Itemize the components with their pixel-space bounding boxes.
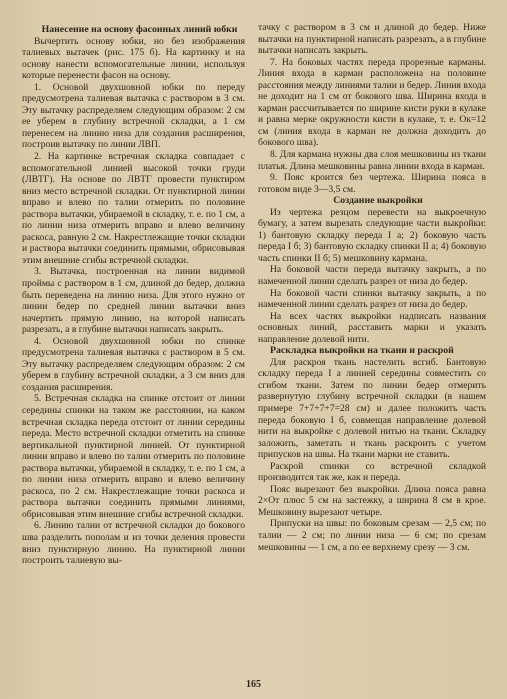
paragraph: 2. На картинке встречная складка совпадает с вспомогательной линией высокой точки груди (ЛВТГ). На основе по ЛВТГ провести пунктиром вниз место встречной складки. От пунктирной линии вправо и влево по талии отмерить по половине раствора вытачки, убираемой в складку, т. е. по 1 см, а по линии низа отмерить вправо и влево величину раскоса, равную 2 см. Накрестлежащие точки складки и раствора вытачки соединить прямыми, обрисовывая этим внешние сгибы встречной складки. bbox=[22, 150, 245, 266]
paragraph: На боковой части переда вытачку закрыть, а по намеченной линии сделать разрез от низа до бедер. bbox=[258, 264, 486, 287]
paragraph: 9. Пояс кроится без чертежа. Ширина пояса в готовом виде 3—3,5 см. bbox=[258, 172, 486, 195]
paragraph: На боковой части спинки вытачку закрыть, а по намеченной линии сделать разрез от низа до бедер. bbox=[258, 287, 486, 311]
paragraph: 4. Основой двухшовной юбки по спинке предусмотрена талиевая вытачка с раствором в 5 см. Эту вытачку распределяем следующим образом: 2 см уберем в глубину встречной складки, а 3 см вниз для создания расширения. bbox=[22, 335, 245, 393]
page-number: 165 bbox=[246, 679, 261, 690]
paragraph: Раскрой спинки со встречной складкой производится так же, как и переда. bbox=[258, 460, 486, 484]
paragraph: 6. Линию талии от встречной складки до бокового шва разделить пополам и из точки деления провести вниз пунктирную линию. На пунктирной линии построить талиевую вы- bbox=[22, 520, 245, 567]
section-heading-layout: Раскладка выкройки на ткани и раскрой bbox=[270, 345, 454, 357]
paragraph: Припуски на швы: по боковым срезам — 2,5 см; по талии — 2 см; по линии низа — 6 см; по срезам мешковины — 1 см, а по ее верхнему срезу — 3 см. bbox=[258, 518, 486, 553]
paragraph: 1. Основой двухшовной юбки по переду предусмотрена талиевая вытачка с раствором в 3 см. Эту вытачку распределяем следующим образом: 2 см ее уберем в глубину встречной складки, а 1 см перенесем на линию низа для создания расширения, построив вытачку по линии ЛВП. bbox=[22, 81, 245, 151]
paragraph: 8. Для кармана нужны два слоя мешковины из ткани платья. Длина мешковины равна линии входа в карман. bbox=[258, 149, 486, 172]
paragraph: 5. Встречная складка на спинке отстоит от линии середины спинки на таком же расстоянии, на каком встречная складка переда отстоит от линии середины переда. Место встречной складки отметить на спинке вертикальной пунктирной линией. От пунктирной линии вправо и влево по талии отмерить по половине раствора вытачки, убираемой в складку, т. е. по 1 см, а по линии низа отмерить вправо и влево величину раскоса, по 2 см. Накрестлежащие точки раскоса и раствора вытачки соединить прямыми линиями, обрисовывая этим внешние сгибы встречной складки. bbox=[22, 393, 245, 520]
paragraph: 7. На боковых частях переда прорезные карманы. Линия входа в карман расположена на половине расстояния между линиями талии и бедер. Линия входа не доходит на 1 см от бокового шва. Ширина входа в карман рассчитывается по ширине кисти руки в кулаке и равна мерке окружности кисти в кулаке, т. е. Ок=12 см (линия входа в карман не должна доходить до бокового шва). bbox=[258, 56, 486, 149]
paragraph: Из чертежа резцом перевести на выкроечную бумагу, а затем вырезать следующие части выкройки: 1) бантовую складку переда I а; 2) боковую часть переда I б; 3) бантовую складку спинки II а; 4) боковую часть спинки II б; 5) мешковину кармана. bbox=[258, 206, 486, 264]
paragraph: Пояс вырезают без выкройки. Длина пояса равна 2×От плюс 5 см на застежку, а ширина 8 см в крое. Мешковину вырезают четыре. bbox=[258, 483, 486, 518]
section-heading-fashion-lines: Нанесение на основу фасонных линий юбки bbox=[41, 24, 238, 35]
paragraph-continued: тачку с раствором в 3 см и длиной до бедер. Ниже вытачки на пунктирной написать разрезать, а в глубине вытачки написать закрыть. bbox=[258, 22, 486, 57]
paragraph: На всех частях выкройки надписать названия основных линий, расставить марки и указать направление долевой нити. bbox=[258, 310, 486, 345]
section-heading-pattern: Создание выкройки bbox=[333, 195, 423, 207]
paragraph: Вычертить основу юбки, но без изображения талиевых вытачек (рис. 175 б). На картинку и на основу нанести вспомогательные линии, используя которые перенести фасон на основу. bbox=[22, 35, 245, 82]
right-column bbox=[258, 22, 486, 553]
paragraph: 3. Вытачка, построенная на линии видимой проймы с раствором в 1 см, длиной до бедер, должна быть переведена на линию низа. Для этого нужно от линии бедер по средней линии вытачки вниз начертить прямую линию, на которой написать разрезать, а в глубине вытачки написать закрыть. bbox=[22, 266, 245, 336]
left-column bbox=[22, 24, 245, 567]
paragraph: Для раскроя ткань настелить всгиб. Бантовую складку переда I а линией середины совместить со сгибом ткани. Затем по линии бедер отмерить развернутую глубину встречной складки (в нашем примере 7+7+7+7=28 см) и далее положить часть переда боковую I б, совмещая направление долевой нити на выкройке с долевой нитью на ткани. Складку заложить, заметать и ткань раскроить с учетом припусков на швы. На ткани марки не ставить. bbox=[258, 356, 486, 461]
